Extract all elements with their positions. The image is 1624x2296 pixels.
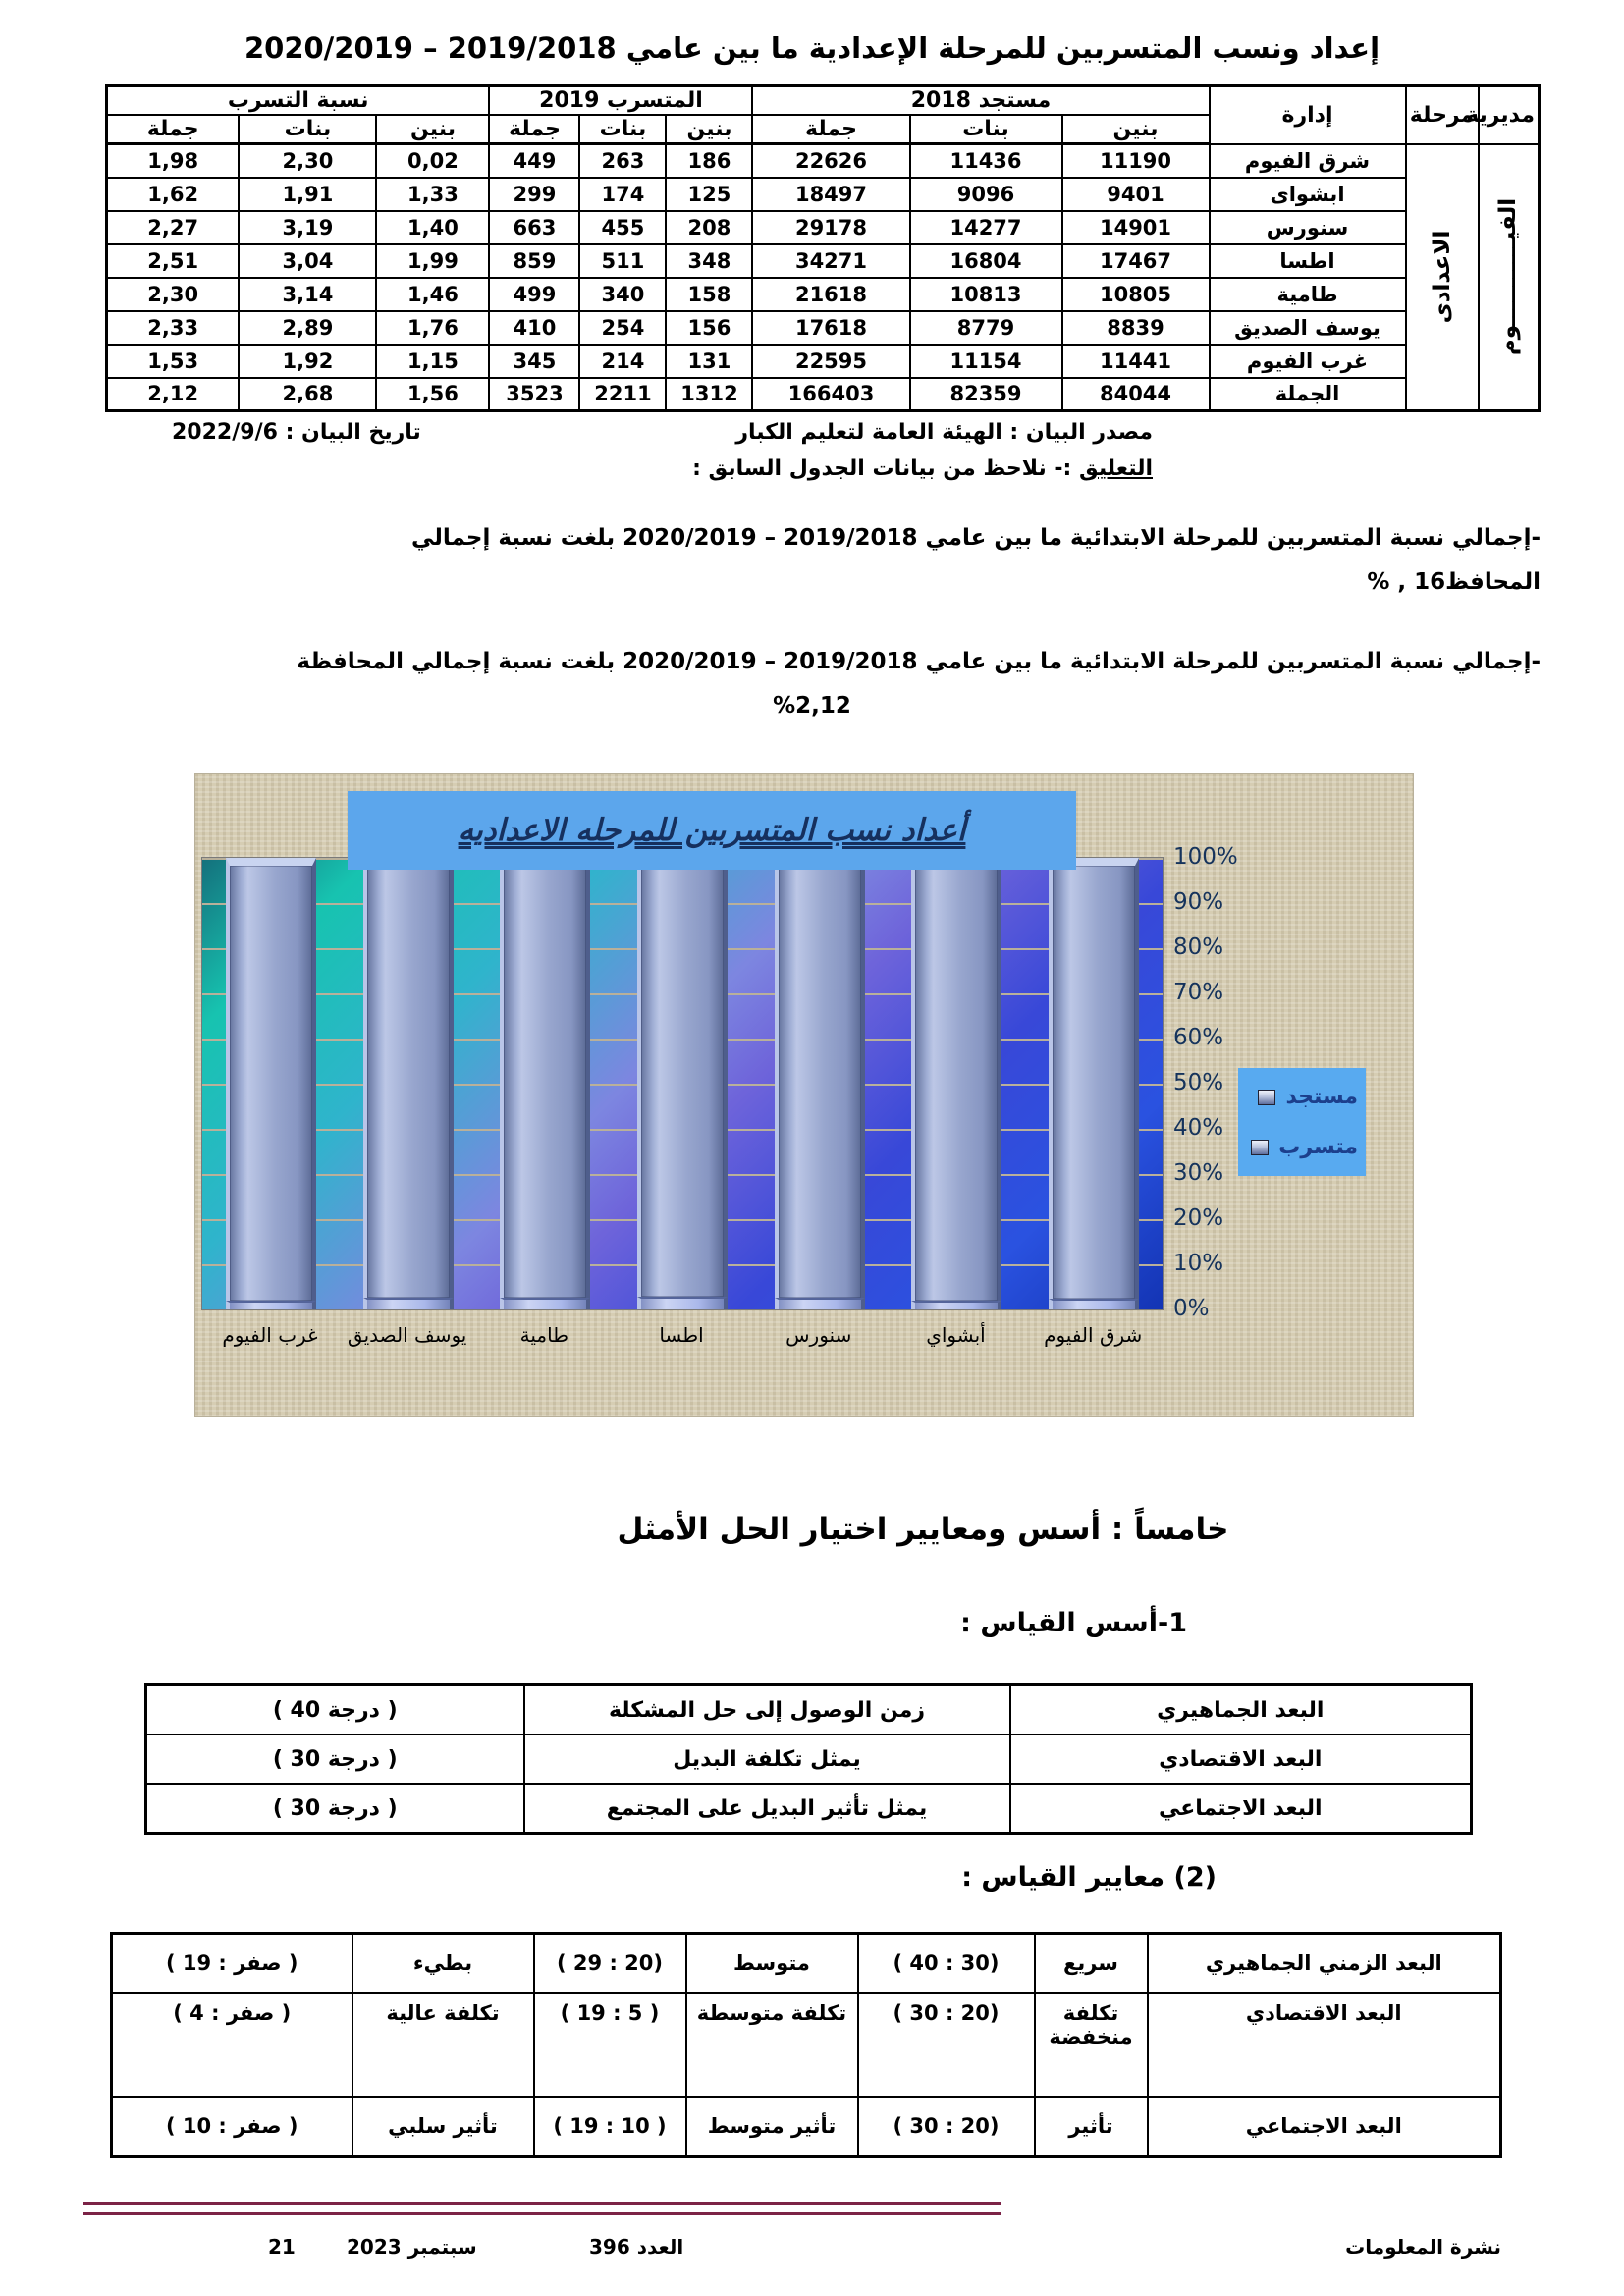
cell-quality: تكلفة متوسطة — [686, 1993, 858, 2097]
cell-quality: تكلفة عالية — [352, 1993, 534, 2097]
data-source-text: مصدر البيان : الهيئة العامة لتعليم الكبار — [735, 420, 1153, 445]
bar-segment-dropout — [500, 1298, 590, 1310]
bar-segment-new — [500, 858, 590, 1297]
cell-pct-total: 1,53 — [106, 345, 239, 378]
y-axis-tick: 70% — [1173, 980, 1224, 1006]
table-row-total — [106, 378, 1539, 411]
cell-quality: سريع — [1035, 1934, 1148, 1994]
cell-new-girls: 10813 — [910, 278, 1062, 311]
x-axis-label: أبشواي — [926, 1323, 986, 1348]
y-axis-tick: 60% — [1173, 1025, 1224, 1051]
cell-drop-boys: 156 — [666, 311, 752, 345]
x-axis-label: طامية — [519, 1323, 569, 1348]
cell-pct-boys: 1,40 — [376, 211, 489, 244]
paragraph-primary-rate — [83, 516, 1541, 605]
table-row — [106, 211, 1539, 244]
cell-idara: اطسا — [1210, 244, 1406, 278]
chart-bars — [202, 858, 1163, 1309]
cell-dimension: البعد الاقتصادي — [1010, 1735, 1472, 1784]
footer-page-number: 21 — [268, 2235, 296, 2259]
source-line — [83, 420, 1541, 445]
table-row — [112, 2097, 1501, 2157]
cell-drop-girls: 174 — [579, 178, 666, 211]
bar-segment-new — [637, 858, 728, 1296]
dropout-chart — [194, 773, 1414, 1417]
cell-drop-girls: 511 — [579, 244, 666, 278]
y-axis-tick: 100% — [1173, 844, 1238, 871]
table-row — [106, 244, 1539, 278]
y-axis-tick: 40% — [1173, 1115, 1224, 1142]
y-axis-tick: 80% — [1173, 934, 1224, 961]
dropout-statistics-table — [105, 84, 1541, 412]
stacked-bar-senouris — [775, 858, 865, 1309]
cell-new-total: 21618 — [752, 278, 909, 311]
cell-new-total: 22626 — [752, 144, 909, 178]
cell-range: ( 19 : صفر ) — [112, 1934, 352, 1994]
measurement-criteria-table — [110, 1932, 1502, 2158]
table-row — [112, 1993, 1501, 2097]
header-girls: بنات — [579, 115, 666, 144]
comment-rest: :- نلاحظ من بيانات الجدول السابق : — [692, 456, 1079, 481]
bar-segment-dropout — [775, 1298, 865, 1309]
cell-quality: متوسط — [686, 1934, 858, 1994]
comment-line — [83, 456, 1541, 481]
cell-pct-girls: 2,30 — [239, 144, 376, 178]
bar-segment-new — [226, 858, 316, 1301]
bar-segment-dropout — [637, 1297, 728, 1310]
footer-divider — [83, 2202, 1001, 2215]
cell-drop-total: 3523 — [489, 378, 579, 411]
cell-range: ( 4 : صفر ) — [112, 1993, 352, 2097]
cell-pct-girls: 2,89 — [239, 311, 376, 345]
cell-idara: سنورس — [1210, 211, 1406, 244]
cell-drop-boys: 131 — [666, 345, 752, 378]
cell-new-boys: 17467 — [1062, 244, 1210, 278]
header-girls: بنات — [910, 115, 1062, 144]
cell-pct-total: 2,30 — [106, 278, 239, 311]
cell-new-total: 29178 — [752, 211, 909, 244]
cell-pct-total: 2,33 — [106, 311, 239, 345]
cell-new-total: 34271 — [752, 244, 909, 278]
cell-idara: الجملة — [1210, 378, 1406, 411]
table-row — [106, 278, 1539, 311]
cell-drop-boys: 186 — [666, 144, 752, 178]
chart-title: أعداد نسب المتسربين للمرحله الاعداديه — [458, 813, 966, 849]
header-row-groups — [106, 86, 1539, 116]
cell-pct-total: 2,27 — [106, 211, 239, 244]
table-row — [106, 144, 1539, 178]
cell-drop-total: 859 — [489, 244, 579, 278]
cell-pct-boys: 1,46 — [376, 278, 489, 311]
cell-drop-boys: 125 — [666, 178, 752, 211]
table-row — [106, 311, 1539, 345]
legend-item-new — [1246, 1085, 1358, 1109]
cell-quality: تكلفة منخفضة — [1035, 1993, 1148, 2097]
subsection-criteria-heading: (2) معايير القياس : — [961, 1862, 1217, 1894]
cell-new-girls: 14277 — [910, 211, 1062, 244]
bar-segment-dropout — [226, 1301, 316, 1309]
paragraph-governorate-rate — [83, 640, 1541, 728]
footer-issue-number: العدد 396 — [589, 2235, 684, 2259]
legend-label: مستجد — [1285, 1085, 1358, 1110]
cell-new-girls: 11436 — [910, 144, 1062, 178]
paragraph-line: المحافظ16 , % — [1367, 568, 1541, 595]
bar-segment-dropout — [1049, 1299, 1139, 1309]
cell-new-girls: 8779 — [910, 311, 1062, 345]
cell-pct-girls: 1,91 — [239, 178, 376, 211]
table-row — [146, 1784, 1472, 1834]
header-modiria: مديرية — [1479, 86, 1540, 144]
cell-pct-girls: 3,14 — [239, 278, 376, 311]
paragraph-rate-value: %2,12 — [773, 692, 851, 719]
cell-pct-total: 2,51 — [106, 244, 239, 278]
cell-range: ( 10 : صفر ) — [112, 2097, 352, 2157]
stacked-bar-abshway — [911, 858, 1001, 1309]
cell-new-boys: 11190 — [1062, 144, 1210, 178]
y-axis-tick: 0% — [1173, 1296, 1210, 1322]
header-idara: إدارة — [1210, 86, 1406, 144]
bar-segment-dropout — [911, 1301, 1001, 1309]
cell-dimension: البعد الاجتماعي — [1010, 1784, 1472, 1834]
bar-segment-new — [1049, 858, 1139, 1299]
subsection-basis-heading: 1-أسس القياس : — [960, 1608, 1187, 1639]
x-axis-labels — [201, 1320, 1162, 1350]
cell-quality: تأثير — [1035, 2097, 1148, 2157]
cell-new-total: 166403 — [752, 378, 909, 411]
header-girls: بنات — [239, 115, 376, 144]
cell-idara: شرق الفيوم — [1210, 144, 1406, 178]
cell-description: يمثل تكلفة البديل — [524, 1735, 1010, 1784]
cell-drop-total: 299 — [489, 178, 579, 211]
cell-pct-boys: 1,56 — [376, 378, 489, 411]
cell-pct-girls: 3,04 — [239, 244, 376, 278]
header-group-dropout-2019: المتسرب 2019 — [489, 86, 752, 116]
footer-month: سبتمبر 2023 — [347, 2235, 477, 2259]
cell-drop-total: 449 — [489, 144, 579, 178]
header-total: جملة — [752, 115, 909, 144]
cell-score: ( 40 درجة ) — [146, 1685, 524, 1735]
cell-pct-boys: 0,02 — [376, 144, 489, 178]
header-boys: بنين — [666, 115, 752, 144]
chart-title-box — [348, 791, 1076, 870]
marhala-value-cell — [1406, 144, 1479, 411]
y-axis-tick: 50% — [1173, 1070, 1224, 1096]
y-axis-tick: 20% — [1173, 1205, 1224, 1232]
cell-range: ( 29 : 20) — [534, 1934, 686, 1994]
cell-drop-girls: 263 — [579, 144, 666, 178]
x-axis-label: غرب الفيوم — [222, 1323, 318, 1348]
bar-segment-dropout — [363, 1298, 454, 1310]
cell-new-boys: 8839 — [1062, 311, 1210, 345]
bar-segment-new — [775, 858, 865, 1298]
cell-range: ( 19 : 5 ) — [534, 1993, 686, 2097]
cell-new-girls: 16804 — [910, 244, 1062, 278]
cell-description: يمثل تأثير البديل على المجتمع — [524, 1784, 1010, 1834]
cell-pct-total: 1,98 — [106, 144, 239, 178]
cell-pct-girls: 1,92 — [239, 345, 376, 378]
chart-plot-area — [201, 857, 1164, 1310]
cell-drop-total: 663 — [489, 211, 579, 244]
cell-drop-girls: 2211 — [579, 378, 666, 411]
header-total: جملة — [106, 115, 239, 144]
cell-quality: بطيء — [352, 1934, 534, 1994]
header-group-dropout-rate: نسبة التسرب — [106, 86, 489, 116]
cell-quality: تأثير متوسط — [686, 2097, 858, 2157]
cell-dimension: البعد الجماهيري — [1010, 1685, 1472, 1735]
cell-idara: يوسف الصديق — [1210, 311, 1406, 345]
cell-drop-girls: 254 — [579, 311, 666, 345]
modiria-value-cell — [1479, 144, 1540, 411]
stacked-bar-sharq-elfayoum — [1049, 858, 1139, 1309]
cell-new-boys: 9401 — [1062, 178, 1210, 211]
cell-drop-total: 345 — [489, 345, 579, 378]
table-row — [146, 1735, 1472, 1784]
cell-score: ( 30 درجة ) — [146, 1735, 524, 1784]
cell-dimension: البعد الاجتماعي — [1148, 2097, 1501, 2157]
cell-quality: تأثير سلبي — [352, 2097, 534, 2157]
table-row — [146, 1685, 1472, 1735]
cell-dimension: البعد الاقتصادي — [1148, 1993, 1501, 2097]
legend-marker-icon — [1251, 1140, 1269, 1155]
paragraph-line: -إجمالي نسبة المتسربين للمرحلة الابتدائية ما بين عامي 2019/2018 – 2020/2019 بلغت نسبة إجمالي — [410, 525, 1541, 551]
cell-drop-girls: 214 — [579, 345, 666, 378]
cell-pct-boys: 1,99 — [376, 244, 489, 278]
cell-drop-girls: 340 — [579, 278, 666, 311]
cell-drop-girls: 455 — [579, 211, 666, 244]
cell-range: ( 40 : 30) — [858, 1934, 1035, 1994]
cell-new-girls: 9096 — [910, 178, 1062, 211]
stacked-bar-tamiya — [500, 858, 590, 1309]
table-row — [106, 178, 1539, 211]
cell-new-boys: 14901 — [1062, 211, 1210, 244]
measurement-basis-table — [144, 1683, 1473, 1835]
cell-drop-total: 410 — [489, 311, 579, 345]
table-row — [106, 345, 1539, 378]
cell-pct-girls: 3,19 — [239, 211, 376, 244]
page-title: إعداد ونسب المتسربين للمرحلة الإعدادية ما بين عامي 2019/2018 – 2020/2019 — [244, 31, 1380, 65]
cell-description: زمن الوصول إلى حل المشكلة — [524, 1685, 1010, 1735]
cell-new-boys: 10805 — [1062, 278, 1210, 311]
cell-pct-boys: 1,33 — [376, 178, 489, 211]
stacked-bar-gharb-elfayoum — [226, 858, 316, 1309]
header-boys: بنين — [376, 115, 489, 144]
chart-legend — [1238, 1068, 1366, 1176]
x-axis-label: يوسف الصديق — [347, 1323, 467, 1348]
footer-bulletin-name: نشرة المعلومات — [1345, 2235, 1501, 2259]
bar-segment-new — [363, 858, 454, 1297]
cell-new-total: 22595 — [752, 345, 909, 378]
header-group-new-2018: مستجد 2018 — [752, 86, 1209, 116]
x-axis-label: اطسا — [659, 1323, 704, 1348]
stacked-bar-etsa — [637, 858, 728, 1309]
modiria-vertical-label: الفيـــــــــــوم — [1495, 198, 1522, 356]
y-axis-tick: 30% — [1173, 1160, 1224, 1187]
x-axis-label: سنورس — [785, 1323, 852, 1348]
cell-range: ( 30 : 20) — [858, 2097, 1035, 2157]
legend-marker-icon — [1258, 1090, 1275, 1105]
header-boys: بنين — [1062, 115, 1210, 144]
legend-label: متسرب — [1278, 1135, 1358, 1160]
cell-new-boys: 11441 — [1062, 345, 1210, 378]
cell-range: ( 30 : 20) — [858, 1993, 1035, 2097]
cell-pct-boys: 1,15 — [376, 345, 489, 378]
page-footer — [83, 2202, 1541, 2278]
marhala-vertical-label: الاعدادى — [1429, 230, 1455, 324]
cell-idara: ابشواى — [1210, 178, 1406, 211]
cell-new-girls: 11154 — [910, 345, 1062, 378]
bar-segment-new — [911, 858, 1001, 1301]
header-marhala: مرحلة — [1406, 86, 1479, 144]
cell-new-total: 18497 — [752, 178, 909, 211]
y-axis-tick: 90% — [1173, 889, 1224, 916]
header-total: جملة — [489, 115, 579, 144]
cell-score: ( 30 درجة ) — [146, 1784, 524, 1834]
cell-drop-boys: 158 — [666, 278, 752, 311]
cell-idara: غرب الفيوم — [1210, 345, 1406, 378]
cell-drop-boys: 348 — [666, 244, 752, 278]
cell-drop-boys: 208 — [666, 211, 752, 244]
legend-item-dropout — [1246, 1135, 1358, 1159]
cell-drop-total: 499 — [489, 278, 579, 311]
stacked-bar-yousef-elseddik — [363, 858, 454, 1309]
y-axis-tick: 10% — [1173, 1251, 1224, 1277]
section-heading: خامساً : أسس ومعايير اختيار الحل الأمثل — [617, 1512, 1229, 1548]
data-date-text: تاريخ البيان : 2022/9/6 — [172, 420, 421, 445]
cell-new-boys: 84044 — [1062, 378, 1210, 411]
cell-range: ( 19 : 10 ) — [534, 2097, 686, 2157]
paragraph-line: -إجمالي نسبة المتسربين للمرحلة الابتدائية ما بين عامي 2019/2018 – 2020/2019 بلغت نسبة إجمالي المحافظة — [297, 648, 1541, 674]
cell-drop-boys: 1312 — [666, 378, 752, 411]
x-axis-label: شرق الفيوم — [1044, 1323, 1143, 1348]
comment-label: التعليق — [1079, 456, 1153, 481]
cell-pct-girls: 2,68 — [239, 378, 376, 411]
cell-pct-total: 1,62 — [106, 178, 239, 211]
cell-new-girls: 82359 — [910, 378, 1062, 411]
cell-pct-boys: 1,76 — [376, 311, 489, 345]
cell-pct-total: 2,12 — [106, 378, 239, 411]
table-row — [112, 1934, 1501, 1994]
cell-new-total: 17618 — [752, 311, 909, 345]
cell-idara: طامية — [1210, 278, 1406, 311]
cell-dimension: البعد الزمني الجماهيري — [1148, 1934, 1501, 1994]
